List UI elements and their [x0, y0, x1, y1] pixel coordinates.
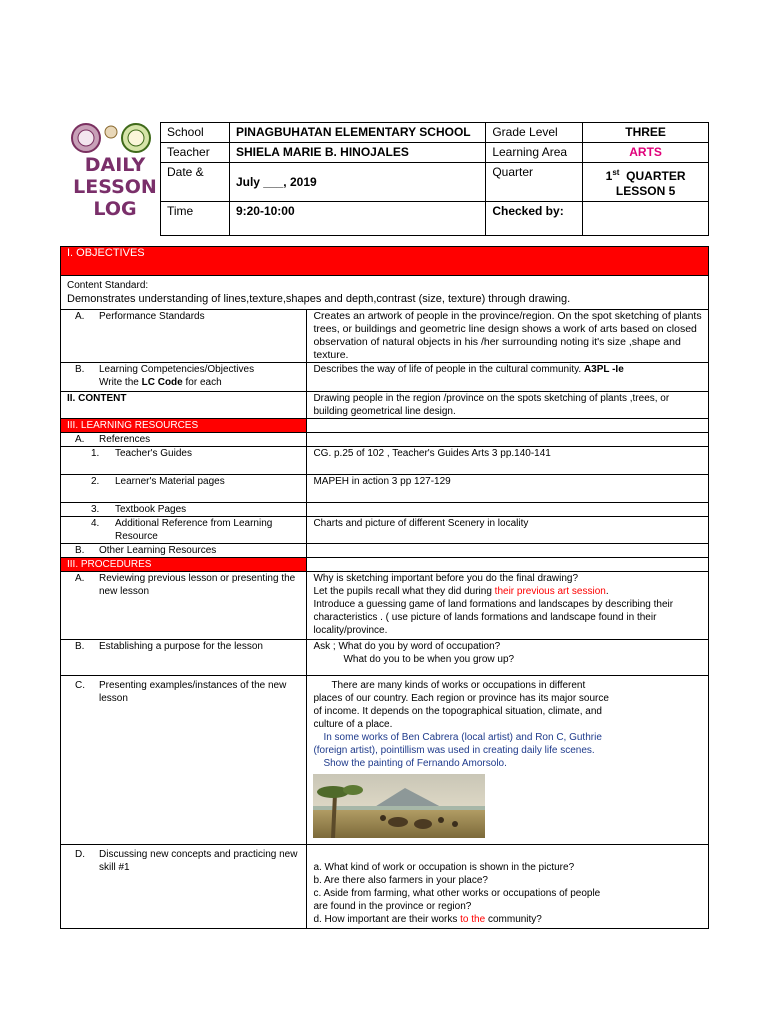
objectives-heading: I. OBJECTIVES [61, 247, 709, 276]
lesson-number: LESSON 5 [615, 184, 676, 198]
school-value: PINAGBUHATAN ELEMENTARY SCHOOL [229, 123, 485, 143]
proc-d-letter: D. [75, 849, 85, 860]
competencies-label [61, 363, 307, 392]
quarter-suffix: st [612, 168, 620, 177]
amorsolo-painting-image [313, 774, 485, 838]
quarter-number: 1 [605, 169, 613, 183]
learners-material-label [61, 475, 307, 503]
procedure-a-text [307, 572, 709, 640]
add-label: Additional Reference from Learning Resource [115, 518, 273, 542]
proc-b-letter: B. [75, 641, 85, 652]
proc-a-letter: A. [75, 573, 85, 584]
teacher-value: SHIELA MARIE B. HINOJALES [229, 143, 485, 163]
proc-d-q4-post: community? [485, 914, 542, 925]
other-letter: B. [75, 545, 85, 556]
content-standard-label: Content Standard: [67, 280, 149, 291]
content-label: II. CONTENT [61, 392, 307, 419]
additional-reference-text: Charts and picture of different Scenery in locality [307, 517, 709, 544]
procedure-c-text [307, 676, 709, 845]
lm-num: 2. [91, 476, 100, 487]
additional-reference-label [61, 517, 307, 544]
learning-resources-heading: III. LEARNING RESOURCES [61, 419, 307, 433]
procedure-d-text [307, 845, 709, 929]
tg-label: Teacher's Guides [115, 448, 192, 459]
proc-d-q1: a. What kind of work or occupation is shown in the picture? [313, 862, 575, 873]
proc-a-line3: Introduce a guessing game of land formations and landscapes by describing their characteristics . ( use picture of lands formations and landscape found in their locality/province. [313, 599, 674, 636]
school-label: School [161, 123, 230, 143]
time-value: 9:20-10:00 [229, 202, 485, 236]
quarter-text: QUARTER [626, 169, 686, 183]
procedure-c-label [61, 676, 307, 845]
teachers-guides-text: CG. p.25 of 102 , Teacher's Guides Arts 3 pp.140-141 [307, 447, 709, 475]
date-label: Date & [161, 163, 230, 202]
references-label-text: References [99, 434, 151, 445]
lesson-table [60, 246, 709, 929]
references-label [61, 433, 307, 447]
grade-label: Grade Level [486, 123, 583, 143]
grade-value: THREE [583, 123, 709, 143]
proc-d-q3: c. Aside from farming, what other works or occupations of people are found in the province or region? [313, 888, 601, 912]
proc-d-q4-red: to the [460, 914, 486, 925]
proc-a-line2-post: . [605, 586, 609, 597]
logo-text-log: LOG [93, 198, 137, 220]
content-text: Drawing people in the region /province on the spots sketching of plants ,trees, or building geometrical line design. [307, 392, 709, 419]
proc-a-line2-red: their previous art session [494, 586, 606, 597]
competencies-desc: Describes the way of life of people in the cultural community. [313, 364, 584, 375]
proc-c-para1: There are many kinds of works or occupations in different places of our country. Each region or province has its major source of income. It depends on the topographical situation, climate, and culture of a place. [313, 680, 609, 730]
lm-label: Learner's Material pages [115, 476, 225, 487]
checked-by-value [583, 202, 709, 236]
textbook-pages-label [61, 503, 307, 517]
content-standard-text: Demonstrates understanding of lines,texture,shapes and depth,contrast (size, texture) through drawing. [67, 293, 571, 305]
proc-a-label: Reviewing previous lesson or presenting the new lesson [99, 573, 296, 597]
checked-by-label: Checked by: [486, 202, 583, 236]
learners-material-text: MAPEH in action 3 pp 127-129 [307, 475, 709, 503]
tb-label: Textbook Pages [115, 504, 187, 515]
lc-code-post: for each [182, 377, 222, 388]
proc-b-line1: Ask ; What do you by word of occupation? [313, 641, 501, 652]
logo-text-daily: DAILY [84, 154, 146, 176]
learning-area-value: ARTS [583, 143, 709, 163]
performance-standards-text: Creates an artwork of people in the province/region. On the spot sketching of plants trees, or buildings and geometric line design shows a work of arts based on closed observation of natural objects in his /her surrounding noting it's size ,shape and texture. [307, 310, 709, 363]
logo-text-lesson: LESSON [73, 176, 157, 198]
procedures-heading: III. PROCEDURES [61, 558, 307, 572]
competencies-code: A3PL -Ie [583, 364, 624, 375]
proc-c-para3: Show the painting of Fernando Amorsolo. [323, 758, 507, 769]
other-label: Other Learning Resources [99, 545, 217, 556]
proc-b-line2: What do you to be when you grow up? [343, 654, 515, 665]
proc-d-q4-pre: d. How important are their works [313, 914, 461, 925]
proc-c-letter: C. [75, 680, 85, 691]
proc-a-line2-pre: Let the pupils recall what they did during [313, 586, 495, 597]
lc-code-bold: LC Code [141, 377, 183, 388]
quarter-value [583, 163, 709, 202]
proc-c-label: Presenting examples/instances of the new lesson [99, 680, 287, 704]
proc-c-para2: In some works of Ben Cabrera (local artist) and Ron C, Guthrie (foreign artist), pointillism was used in creating daily life scenes. [313, 732, 602, 756]
header-table [160, 122, 709, 236]
procedure-d-label [61, 845, 307, 929]
date-value: July ___, 2019 [229, 163, 485, 202]
competencies-label-text: Learning Competencies/Objectives [99, 364, 255, 375]
performance-standards-label [61, 310, 307, 363]
other-resources-label [61, 544, 307, 558]
teacher-label: Teacher [161, 143, 230, 163]
time-label: Time [161, 202, 230, 236]
procedure-b-text [307, 640, 709, 676]
lc-code-pre: Write the [99, 377, 142, 388]
performance-label-text: Performance Standards [99, 311, 205, 322]
competencies-text [307, 363, 709, 392]
competencies-letter: B. [75, 364, 85, 375]
proc-a-line1: Why is sketching important before you do the final drawing? [313, 573, 579, 584]
procedure-b-label [61, 640, 307, 676]
references-letter: A. [75, 434, 85, 445]
tb-num: 3. [91, 504, 100, 515]
add-num: 4. [91, 518, 100, 529]
performance-letter: A. [75, 311, 85, 322]
learning-area-label: Learning Area [486, 143, 583, 163]
proc-b-label: Establishing a purpose for the lesson [99, 641, 263, 652]
daily-lesson-log-logo [62, 122, 162, 220]
proc-d-q2: b. Are there also farmers in your place? [313, 875, 488, 886]
procedure-a-label [61, 572, 307, 640]
proc-d-label: Discussing new concepts and practicing new skill #1 [99, 849, 298, 873]
quarter-label: Quarter [486, 163, 583, 202]
tg-num: 1. [91, 448, 100, 459]
teachers-guides-label [61, 447, 307, 475]
